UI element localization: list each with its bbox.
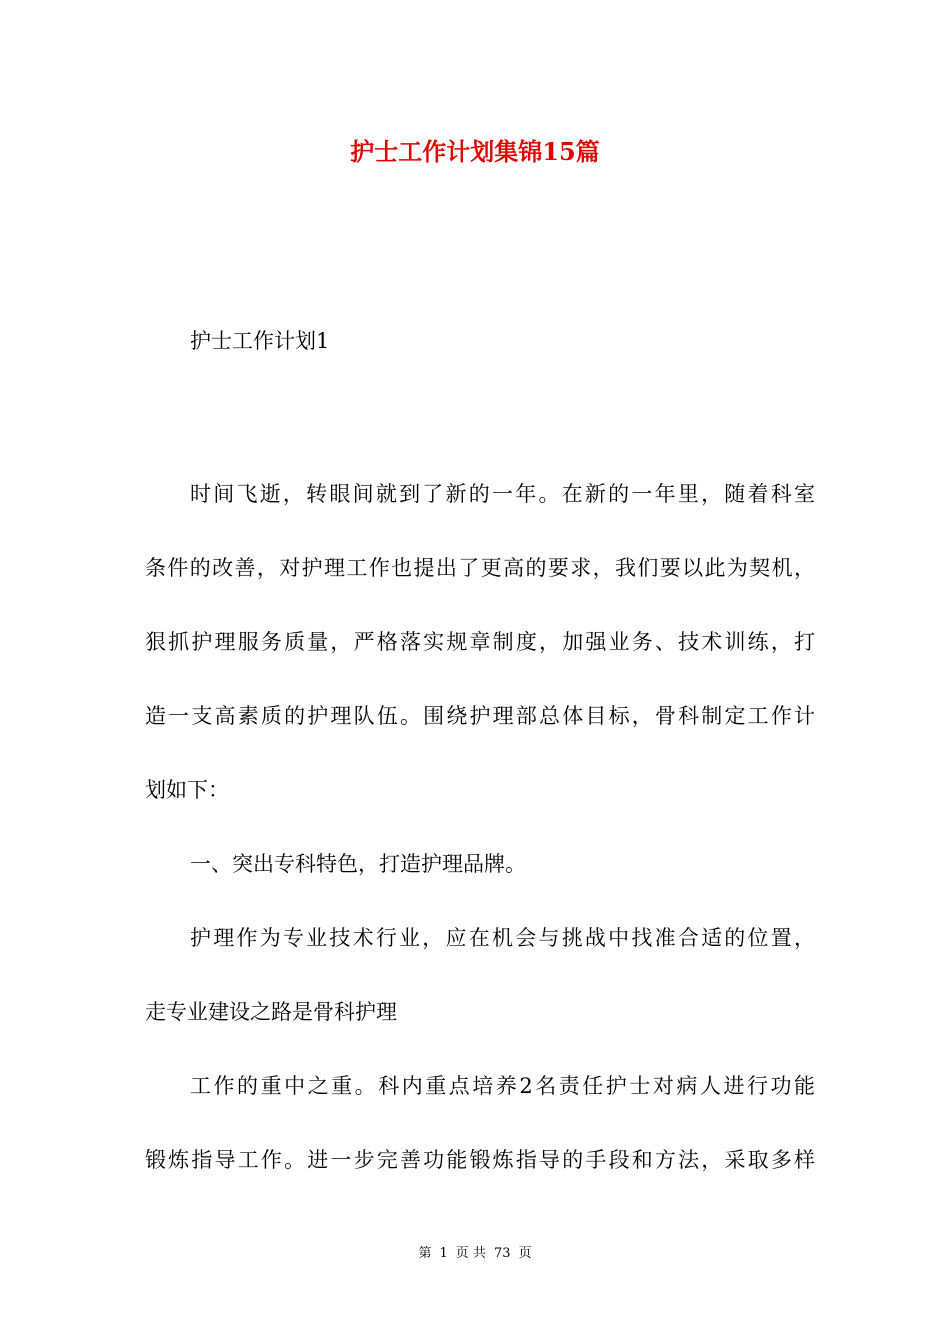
body-line-3: 狠抓护理服务质量，严格落实规章制度，加强业务、技术训练，打 [145, 630, 815, 654]
section-heading: 护士工作计划1 [190, 329, 330, 353]
body-line-1: 时间飞逝，转眼间就到了新的一年。在新的一年里，随着科室 [190, 482, 815, 506]
body-line-5: 划如下： [145, 778, 229, 802]
body-line-10: 锻炼指导工作。进一步完善功能锻炼指导的手段和方法，采取多样 [145, 1148, 815, 1172]
body-line-4: 造一支高素质的护理队伍。围绕护理部总体目标，骨科制定工作计 [145, 704, 815, 728]
document-body [145, 476, 815, 1216]
footer-prefix: 第 [418, 1246, 432, 1261]
footer-page-number: 1 [439, 1246, 448, 1261]
footer-mid: 页 共 [455, 1246, 486, 1261]
body-line-9: 工作的重中之重。科内重点培养2名责任护士对病人进行功能 [190, 1074, 815, 1098]
footer-total-pages: 73 [493, 1246, 511, 1261]
page-footer [0, 1245, 950, 1263]
body-line-8: 走专业建设之路是骨科护理 [145, 1000, 397, 1024]
document-title: 护士工作计划集锦15篇 [350, 137, 600, 166]
body-line-2: 条件的改善，对护理工作也提出了更高的要求，我们要以此为契机， [145, 556, 815, 580]
body-line-7: 护理作为专业技术行业，应在机会与挑战中找准合适的位置， [190, 926, 815, 950]
body-line-6: 一、突出专科特色，打造护理品牌。 [190, 852, 526, 876]
footer-suffix: 页 [518, 1246, 532, 1261]
